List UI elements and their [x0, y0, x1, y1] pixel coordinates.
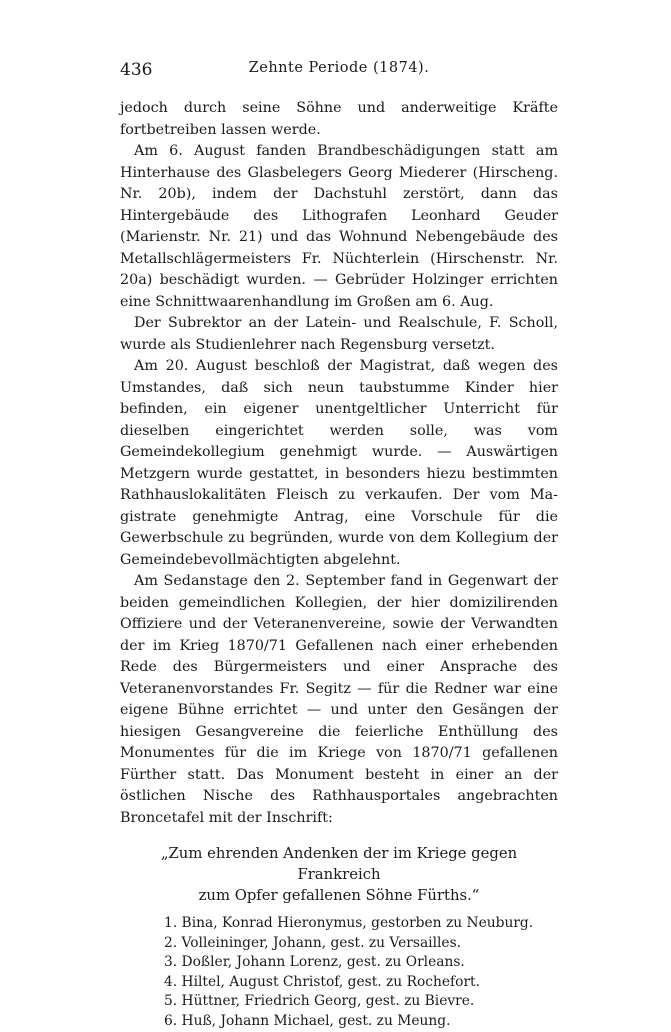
list-item: 3. Doßler, Johann Lorenz, gest. zu Orleans. [164, 954, 465, 971]
list-item: 4. Hiltel, August Christof, gest. zu Rochefort. [164, 973, 480, 990]
page-number: 436 [120, 60, 153, 80]
body-text [120, 98, 558, 829]
inscription [120, 843, 558, 906]
list-item: 5. Hüttner, Friedrich Georg, gest. zu Bievre. [164, 993, 475, 1010]
paragraph: Am 20. August beschloß der Magistrat, daß wegen des Umstandes, daß sich neun taubstumme Kinder hier befinden, ein eigener unentgeltlicher Unterricht für dieselben eingerichtet werden solle, was vom Gemeindekollegium genehmigt wurde. — Auswärtigen Metzgern wurde gestattet, in besonders hiezu bestimmten Rathhauslokalitäten Fleisch zu verkaufen. Der vom Magistrate genehmigte Antrag, eine Vorschule für die Gewerbschule zu begründen, wurde von dem Kollegium der Gemeindebevollmächtigten abgelehnt. [120, 358, 558, 568]
inscription-line: „Zum ehrenden Andenken der im Kriege gegen Frankreich [160, 845, 518, 883]
list-item: 6. Huß, Johann Michael, gest. zu Meung. [164, 1012, 451, 1029]
list-item: 2. Volleininger, Johann, gest. zu Versailles. [164, 934, 462, 951]
inscription-line: zum Opfer gefallenen Söhne Fürths.“ [198, 887, 480, 904]
fallen-soldiers-list [164, 914, 558, 1032]
paragraph: jedoch durch seine Söhne und anderweitige Kräfte fortbetreiben lassen werde. [120, 100, 558, 138]
book-page [120, 60, 558, 1032]
list-item: 1. Bina, Konrad Hieronymus, gestorben zu Neuburg. [164, 915, 534, 931]
paragraph: Am 6. August fanden Brandbeschädigungen statt am Hinterhause des Glasbelegers Georg Miederer (Hirscheng. Nr. 20b), indem der Dachstuhl zerstört, dann das Hintergebäude des Lithografen Leonhard Geuder (Marienstr. Nr. 21) und das Wohnund Nebengebäude des Metallschlägermeisters Fr. Nüchterlein (Hirschenstr. Nr. 20a) beschädigt wurden. — Gebrüder Holzinger errichten eine Schnittwaarenhandlung im Großen am 6. Aug. [120, 143, 558, 310]
paragraph: Der Subrektor an der Latein- und Realschule, F. Scholl, wurde als Studienlehrer nach Regensburg versetzt. [120, 315, 558, 353]
page-header [120, 60, 558, 84]
paragraph: Am Sedanstage den 2. September fand in Gegenwart der beiden gemeindlichen Kollegien, der hier domizilirenden Offiziere und der Veteranenvereine, sowie der Verwandten der im Krieg 1870/71 Gefallenen nach einer erhebenden Rede des Bürgermeisters und einer Ansprache des Veteranenvorstandes Fr. Segitz — für die Redner war eine eigene Bühne errichtet — und unter den Gesängen der hiesigen Gesangvereine die feierliche Enthüllung des Monumentes für die im Kriege von 1870/71 gefallenen Fürther statt. Das Monument besteht in einer an der östlichen Nische des Rathhausportales angebrachten Broncetafel mit der Inschrift: [120, 573, 558, 826]
running-title: Zehnte Periode (1874). [248, 60, 430, 76]
